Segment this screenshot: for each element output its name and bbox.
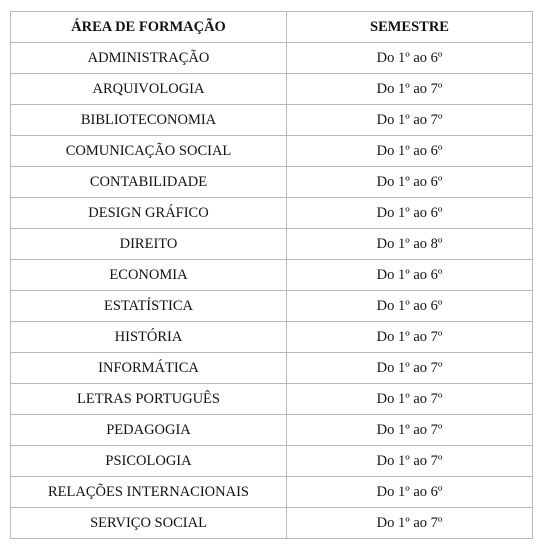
semester-cell: Do 1º ao 8º <box>287 229 533 260</box>
semester-cell: Do 1º ao 7º <box>287 446 533 477</box>
semester-cell: Do 1º ao 7º <box>287 384 533 415</box>
header-row <box>11 12 533 43</box>
table-row <box>11 353 533 384</box>
semester-cell: Do 1º ao 6º <box>287 260 533 291</box>
table-row <box>11 260 533 291</box>
semester-cell: Do 1º ao 7º <box>287 322 533 353</box>
table-row <box>11 415 533 446</box>
area-cell: INFORMÁTICA <box>11 353 287 384</box>
table-row <box>11 322 533 353</box>
table-row <box>11 167 533 198</box>
semester-cell: Do 1º ao 7º <box>287 353 533 384</box>
courses-table <box>10 11 533 539</box>
courses-table-container <box>10 11 532 539</box>
table-row <box>11 229 533 260</box>
table-row <box>11 105 533 136</box>
area-cell: RELAÇÕES INTERNACIONAIS <box>11 477 287 508</box>
area-cell: ESTATÍSTICA <box>11 291 287 322</box>
table-row <box>11 43 533 74</box>
area-cell: BIBLIOTECONOMIA <box>11 105 287 136</box>
area-cell: SERVIÇO SOCIAL <box>11 508 287 539</box>
table-body <box>11 43 533 539</box>
table-row <box>11 446 533 477</box>
table-row <box>11 291 533 322</box>
semester-cell: Do 1º ao 6º <box>287 43 533 74</box>
header-semester: SEMESTRE <box>287 12 533 43</box>
semester-cell: Do 1º ao 7º <box>287 415 533 446</box>
semester-cell: Do 1º ao 6º <box>287 167 533 198</box>
semester-cell: Do 1º ao 6º <box>287 198 533 229</box>
semester-cell: Do 1º ao 7º <box>287 74 533 105</box>
semester-cell: Do 1º ao 7º <box>287 508 533 539</box>
semester-cell: Do 1º ao 6º <box>287 291 533 322</box>
table-header <box>11 12 533 43</box>
area-cell: HISTÓRIA <box>11 322 287 353</box>
semester-cell: Do 1º ao 7º <box>287 105 533 136</box>
area-cell: COMUNICAÇÃO SOCIAL <box>11 136 287 167</box>
area-cell: DESIGN GRÁFICO <box>11 198 287 229</box>
area-cell: ADMINISTRAÇÃO <box>11 43 287 74</box>
table-row <box>11 477 533 508</box>
area-cell: ARQUIVOLOGIA <box>11 74 287 105</box>
area-cell: LETRAS PORTUGUÊS <box>11 384 287 415</box>
semester-cell: Do 1º ao 6º <box>287 136 533 167</box>
area-cell: DIREITO <box>11 229 287 260</box>
table-row <box>11 508 533 539</box>
area-cell: CONTABILIDADE <box>11 167 287 198</box>
table-row <box>11 384 533 415</box>
table-row <box>11 136 533 167</box>
area-cell: PSICOLOGIA <box>11 446 287 477</box>
area-cell: PEDAGOGIA <box>11 415 287 446</box>
semester-cell: Do 1º ao 6º <box>287 477 533 508</box>
table-row <box>11 198 533 229</box>
area-cell: ECONOMIA <box>11 260 287 291</box>
header-area: ÁREA DE FORMAÇÃO <box>11 12 287 43</box>
table-row <box>11 74 533 105</box>
